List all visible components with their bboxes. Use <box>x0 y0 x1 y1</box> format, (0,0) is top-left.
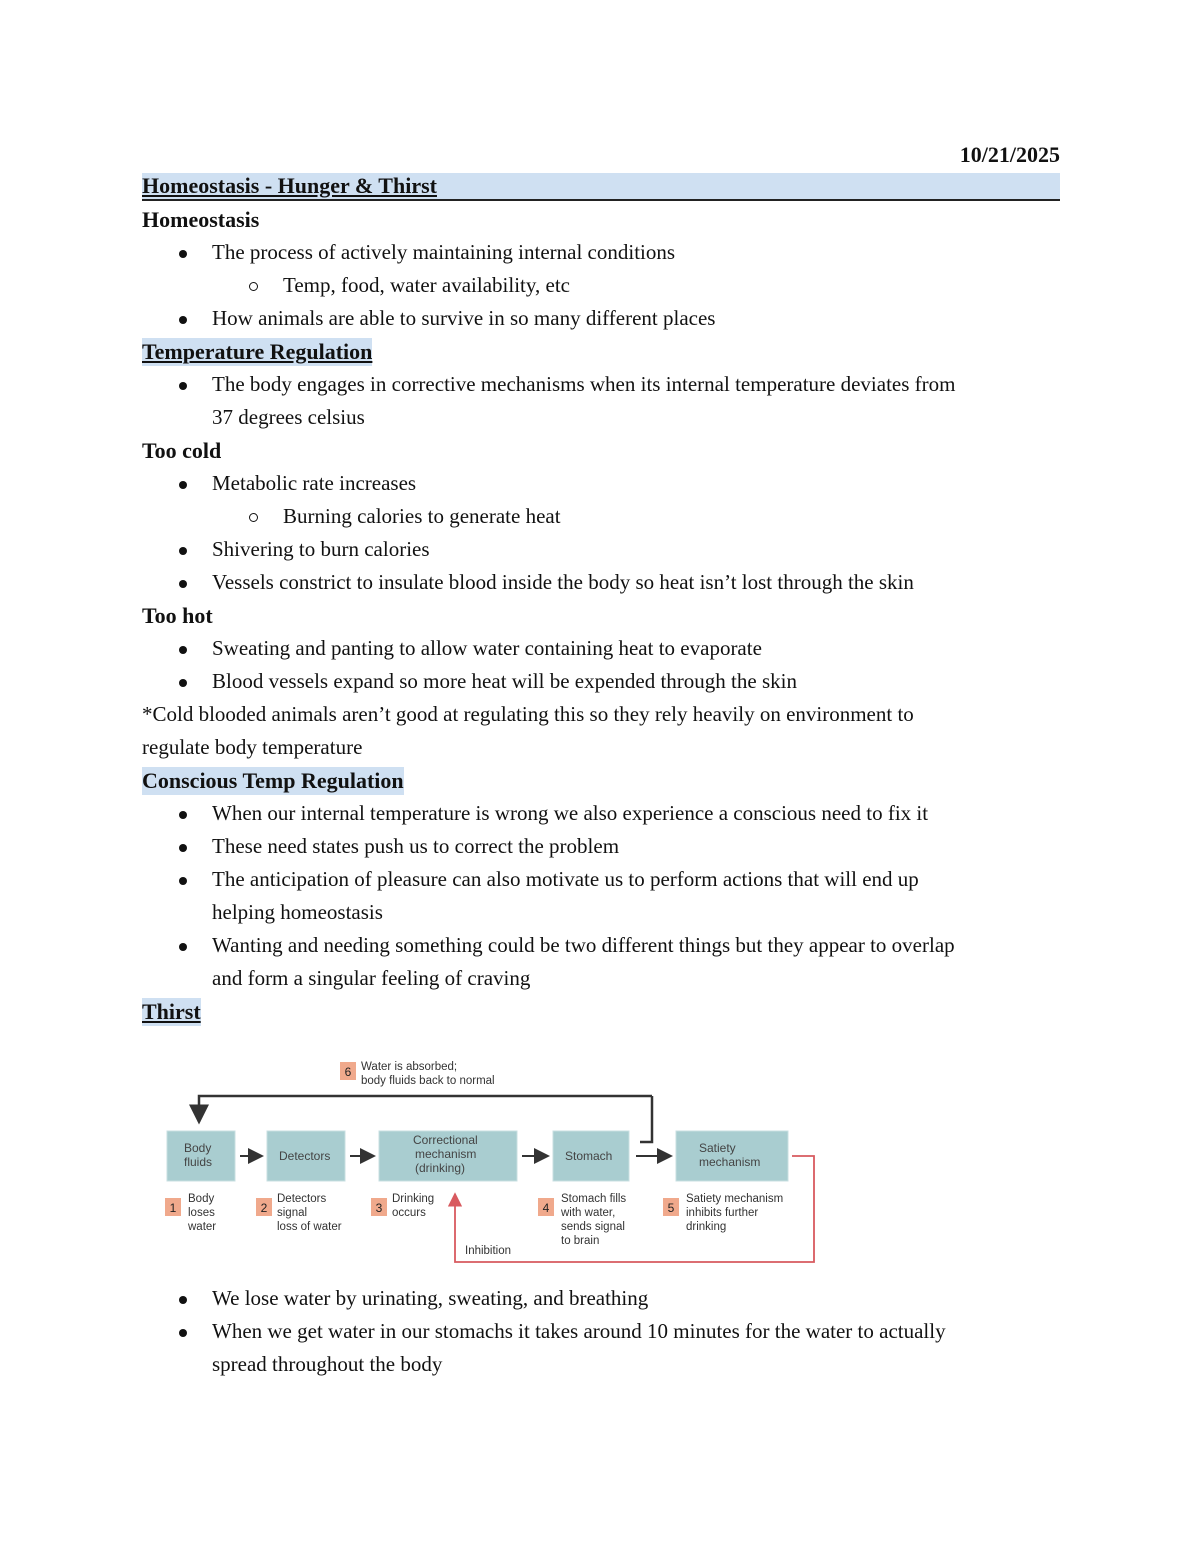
step-4-text-4: to brain <box>561 1235 600 1247</box>
step-1-text-1: Body <box>188 1193 215 1205</box>
line: When we get water in our stomachs it takes around 10 minutes for the water to actually <box>212 1319 946 1343</box>
step-5-text-1: Satiety mechanism <box>686 1193 784 1205</box>
step-6-text-1: Water is absorbed; <box>361 1061 458 1073</box>
list-item: How animals are able to survive in so many different places <box>142 302 1060 335</box>
line: The body engages in corrective mechanisms when its internal temperature deviates from <box>212 372 956 396</box>
feedback-loop-line <box>640 1096 652 1142</box>
list-item: We lose water by urinating, sweating, and breathing <box>142 1282 1060 1315</box>
step-2-number: 2 <box>260 1201 268 1215</box>
date: 10/21/2025 <box>959 142 1060 167</box>
thirst-flow-diagram <box>142 1032 1060 1282</box>
step-4-number: 4 <box>542 1201 550 1215</box>
feedback-loop-top <box>199 1096 652 1122</box>
step-6-number: 6 <box>344 1065 352 1079</box>
conscious-temp-heading <box>142 764 1060 797</box>
list-item: Metabolic rate increases <box>142 467 1060 500</box>
step-4-text-1: Stomach fills <box>561 1193 627 1205</box>
step-1-text-3: water <box>188 1221 217 1233</box>
box-correctional-line-2: mechanism <box>415 1147 477 1161</box>
thirst-diagram <box>142 1032 1060 1282</box>
box-body-fluids-line-2: fluids <box>184 1155 213 1169</box>
step-6-text-2: body fluids back to normal <box>361 1075 495 1087</box>
list-item: Sweating and panting to allow water containing heat to evaporate <box>142 632 1060 665</box>
step-3-text-1: Drinking <box>392 1193 435 1205</box>
too-hot-list <box>142 632 1060 698</box>
conscious-temp-list <box>142 797 1060 995</box>
section-heading-text: Temperature Regulation <box>142 339 373 364</box>
list-item: Blood vessels expand so more heat will be expended through the skin <box>142 665 1060 698</box>
list-item <box>142 368 1060 434</box>
section-heading-text: Conscious Temp Regulation <box>142 768 404 793</box>
temperature-regulation-heading <box>142 335 1060 368</box>
page-title-text: Homeostasis - Hunger & Thirst <box>142 173 437 198</box>
too-hot-heading: Too hot <box>142 603 213 628</box>
box-detectors-line-1: Detectors <box>279 1149 331 1163</box>
list-item: These need states push us to correct the problem <box>142 830 1060 863</box>
step-3-text-2: occurs <box>392 1207 426 1219</box>
section-heading-text: Thirst <box>142 999 201 1024</box>
box-correctional-line-1: Correctional <box>413 1133 478 1147</box>
step-2-text-2: signal <box>277 1207 308 1219</box>
box-stomach-line-1: Stomach <box>565 1149 613 1163</box>
step-4-text-3: sends signal <box>561 1221 625 1233</box>
homeostasis-list <box>142 236 1060 335</box>
page-title <box>142 173 1060 201</box>
line: helping homeostasis <box>212 900 383 924</box>
thirst-list <box>142 1282 1060 1381</box>
box-satiety-line-1: Satiety <box>699 1141 736 1155</box>
list-item: Vessels constrict to insulate blood inside the body so heat isn’t lost through the skin <box>142 566 1060 599</box>
step-5-text-3: drinking <box>686 1221 727 1233</box>
line: Wanting and needing something could be two different things but they appear to overlap <box>212 933 955 957</box>
box-satiety-line-2: mechanism <box>699 1155 761 1169</box>
temperature-regulation-list <box>142 368 1060 434</box>
list-subitem: Burning calories to generate heat <box>142 500 1060 533</box>
box-correctional-line-3: (drinking) <box>415 1161 466 1175</box>
step-2-text-1: Detectors <box>277 1193 327 1205</box>
step-1-text-2: loses <box>188 1207 215 1219</box>
line: The anticipation of pleasure can also motivate us to perform actions that will end up <box>212 867 919 891</box>
box-body-fluids-line-1: Body <box>184 1141 212 1155</box>
cold-blooded-note <box>142 698 1060 764</box>
line: and form a singular feeling of craving <box>212 966 531 990</box>
line: regulate body temperature <box>142 735 363 759</box>
too-cold-heading: Too cold <box>142 438 222 463</box>
inhibition-label: Inhibition <box>465 1245 512 1257</box>
list-subitem: Temp, food, water availability, etc <box>142 269 1060 302</box>
list-item <box>142 863 1060 929</box>
step-3-number: 3 <box>375 1201 383 1215</box>
list-item: The process of actively maintaining internal conditions <box>142 236 1060 269</box>
step-5-text-2: inhibits further <box>686 1207 759 1219</box>
too-cold-list <box>142 467 1060 599</box>
step-1-number: 1 <box>169 1201 177 1215</box>
list-item <box>142 1315 1060 1381</box>
document-page <box>142 140 1060 1381</box>
thirst-heading <box>142 995 1060 1028</box>
step-4-text-2: with water, <box>561 1207 616 1219</box>
list-item: When our internal temperature is wrong we also experience a conscious need to fix it <box>142 797 1060 830</box>
line: 37 degrees celsius <box>212 405 365 429</box>
line: *Cold blooded animals aren’t good at regulating this so they rely heavily on environment to <box>142 702 914 726</box>
line: spread throughout the body <box>212 1352 443 1376</box>
homeostasis-heading: Homeostasis <box>142 207 260 232</box>
list-item <box>142 929 1060 995</box>
step-2-text-3: loss of water <box>277 1221 342 1233</box>
list-item: Shivering to burn calories <box>142 533 1060 566</box>
step-5-number: 5 <box>667 1201 675 1215</box>
